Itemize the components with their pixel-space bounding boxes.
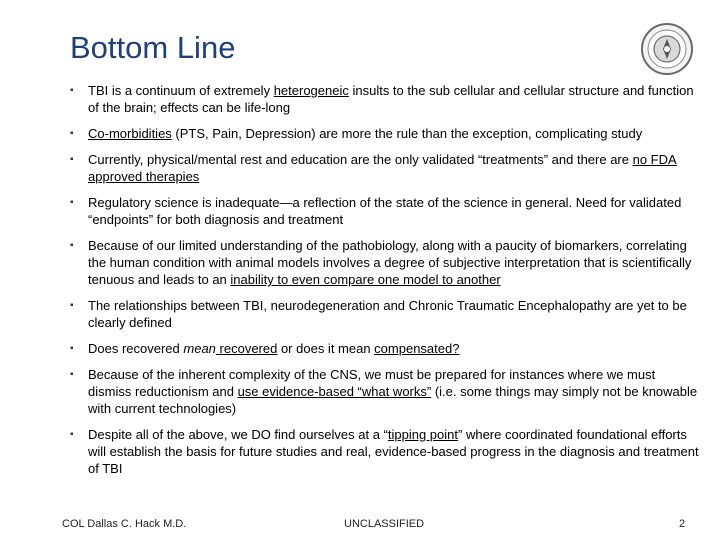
footer-author: COL Dallas C. Hack M.D. [62,518,187,530]
footer-classification: UNCLASSIFIED [344,518,425,530]
bullet-marker: ▪ [70,343,74,354]
bullet-item: ▪ TBI is a continuum of extremely heterogeneic insults to the sub cellular and cellular structure and function of the brain; effects can be life-long [70,83,694,115]
bullet-marker: ▪ [70,369,74,380]
bullet-item: ▪ Co-morbidities (PTS, Pain, Depression) are more the rule than the exception, complicating study [70,126,643,141]
bullet-item: ▪ Because of our limited understanding of the pathobiology, along with a paucity of biomarkers, correlating the human condition with animal models involves a degree of subjective interpretation that is scientifically tenuous and leads to an inability to even compare one model to another [70,238,692,287]
bullet-item: ▪ Despite all of the above, we DO find ourselves at a “tipping point” where coordinated foundational efforts will establish the basis for future studies and real, evidence-based progress in the diagnosis and treatment of TBI [70,427,699,476]
slide-title: Bottom Line [70,30,236,65]
bullet-item: ▪ Because of the inherent complexity of the CNS, we must be prepared for instances where we must dismiss reductionism and use evidence-based “what works” (i.e. some things may simply not be knowable with current technologies) [70,367,698,416]
bullet-marker: ▪ [70,128,74,139]
footer-page-number: 2 [679,518,686,530]
bullet-marker: ▪ [70,154,74,165]
bullet-marker: ▪ [70,85,74,96]
bullet-marker: ▪ [70,240,74,251]
bullet-list [68,82,700,486]
bullet-item: ▪ Regulatory science is inadequate—a reflection of the state of the science in general. Need for validated “endpoints” for both diagnosis and treatment [70,195,682,227]
bullet-marker: ▪ [70,197,74,208]
bullet-marker: ▪ [70,429,74,440]
bullet-item: ▪ Currently, physical/mental rest and education are the only validated “treatments” and there are no FDA approved therapies [70,152,677,184]
seal-icon [640,22,694,76]
bullet-marker: ▪ [70,300,74,311]
bullet-item: ▪ The relationships between TBI, neurodegeneration and Chronic Traumatic Encephalopathy are yet to be clearly defined [70,298,687,330]
bullet-item: ▪ Does recovered mean recovered or does it mean compensated? [70,341,460,356]
